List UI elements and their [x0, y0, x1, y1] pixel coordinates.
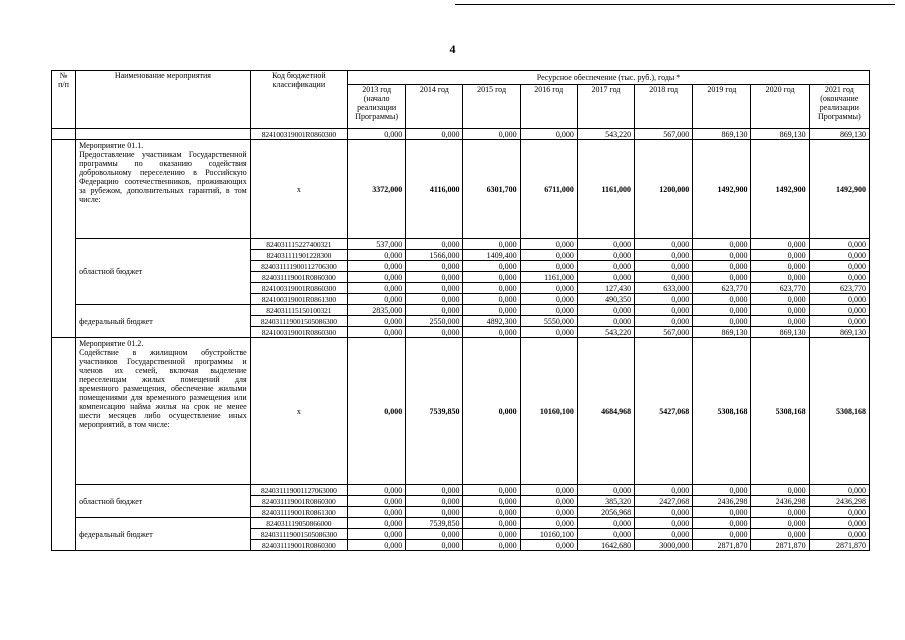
- header-year: 2019 год: [693, 85, 751, 129]
- code-cell: 824031119001R0861300: [250, 507, 347, 518]
- value-cell: 543,220: [577, 327, 634, 338]
- value-cell: 0,000: [577, 529, 634, 540]
- value-cell: 0,000: [348, 338, 406, 485]
- value-cell: 0,000: [520, 327, 577, 338]
- code-cell: 824031119001R0860300: [250, 496, 347, 507]
- value-cell: 869,130: [809, 129, 869, 140]
- budget-label-federal: федеральный бюджет: [76, 305, 251, 338]
- code-cell: 824031119001127063000: [250, 485, 347, 496]
- value-cell: 0,000: [809, 261, 869, 272]
- header-year: 2018 год: [635, 85, 693, 129]
- value-cell: 0,000: [577, 518, 634, 529]
- value-cell: 0,000: [635, 294, 693, 305]
- measure-row: [52, 338, 870, 485]
- value-cell: 0,000: [693, 239, 751, 250]
- measure-text: Содействие в жилищном обустройстве участников Государственной программы и членов их семей, включая выделение переселенцам жилых помещений для временного размещения, обеспечение жилыми помещениями для временного размещения или компенсацию найма жилья на срок не менее шести месяцев либо осуществление иных мероприятий, в том числе:: [79, 348, 247, 429]
- value-cell: 623,770: [809, 283, 869, 294]
- value-cell: 1409,400: [463, 250, 520, 261]
- value-cell: 5308,168: [693, 338, 751, 485]
- code-cell: 824100319001R0861300: [250, 294, 347, 305]
- code-cell: 824100319001R0860300: [250, 283, 347, 294]
- code-cell: х: [250, 338, 347, 485]
- value-cell: 0,000: [348, 540, 406, 551]
- resource-table: [51, 70, 870, 551]
- code-cell: 824100319001R0860300: [250, 327, 347, 338]
- value-cell: 0,000: [463, 496, 520, 507]
- value-cell: 0,000: [406, 496, 463, 507]
- code-cell: 824031119001R0860300: [250, 540, 347, 551]
- header-year: 2016 год: [520, 85, 577, 129]
- value-cell: 0,000: [809, 305, 869, 316]
- value-cell: 0,000: [348, 129, 406, 140]
- value-cell: 5550,000: [520, 316, 577, 327]
- value-cell: 0,000: [809, 518, 869, 529]
- value-cell: 0,000: [751, 239, 809, 250]
- value-cell: 0,000: [348, 529, 406, 540]
- value-cell: 3000,000: [635, 540, 693, 551]
- code-cell: 824031111900112706300: [250, 261, 347, 272]
- value-cell: 0,000: [577, 272, 634, 283]
- table-row: [52, 305, 870, 316]
- value-cell: 0,000: [809, 316, 869, 327]
- value-cell: 0,000: [635, 272, 693, 283]
- value-cell: 0,000: [809, 485, 869, 496]
- value-cell: 3372,000: [348, 140, 406, 239]
- value-cell: 0,000: [348, 507, 406, 518]
- value-cell: 0,000: [463, 518, 520, 529]
- value-cell: 0,000: [693, 507, 751, 518]
- budget-label-federal: федеральный бюджет: [76, 518, 251, 551]
- value-cell: 0,000: [520, 540, 577, 551]
- header-year: 2014 год: [406, 85, 463, 129]
- value-cell: 0,000: [635, 518, 693, 529]
- value-cell: 2871,870: [809, 540, 869, 551]
- code-cell: 824100319001R0860300: [250, 129, 347, 140]
- value-cell: 0,000: [348, 272, 406, 283]
- code-cell: 824031115150100321: [250, 305, 347, 316]
- value-cell: 869,130: [751, 129, 809, 140]
- value-cell: 0,000: [577, 485, 634, 496]
- value-cell: 0,000: [463, 129, 520, 140]
- value-cell: 7539,850: [406, 518, 463, 529]
- value-cell: 2550,000: [406, 316, 463, 327]
- value-cell: 0,000: [520, 518, 577, 529]
- value-cell: 0,000: [406, 239, 463, 250]
- value-cell: 0,000: [406, 129, 463, 140]
- code-cell: 824031119050866000: [250, 518, 347, 529]
- value-cell: 0,000: [348, 496, 406, 507]
- code-cell: 824031119001505086300: [250, 316, 347, 327]
- value-cell: 6711,000: [520, 140, 577, 239]
- cell-empty: [52, 129, 76, 140]
- value-cell: 127,430: [577, 283, 634, 294]
- value-cell: 0,000: [635, 485, 693, 496]
- header-year: 2021 год (окончание реализации Программы): [809, 85, 869, 129]
- value-cell: 0,000: [406, 261, 463, 272]
- value-cell: 0,000: [751, 316, 809, 327]
- measure-text: Предоставление участникам Государственной программы по оказанию содействия добровольному переселению в Российскую Федерацию соотечественников, проживающих за рубежом, дополнительных гарантий, в том числе:: [79, 150, 247, 204]
- value-cell: 0,000: [406, 507, 463, 518]
- header-year: 2013 год (начало реализации Программы): [348, 85, 406, 129]
- value-cell: 0,000: [463, 283, 520, 294]
- value-cell: 623,770: [693, 283, 751, 294]
- header-year: 2020 год: [751, 85, 809, 129]
- value-cell: 0,000: [751, 294, 809, 305]
- value-cell: 0,000: [635, 250, 693, 261]
- measure-title: Мероприятие 01.2.: [79, 339, 144, 348]
- value-cell: 0,000: [520, 305, 577, 316]
- value-cell: 0,000: [693, 518, 751, 529]
- value-cell: 0,000: [463, 239, 520, 250]
- value-cell: 1566,000: [406, 250, 463, 261]
- value-cell: 0,000: [463, 529, 520, 540]
- header-row: [52, 71, 870, 85]
- value-cell: 0,000: [348, 250, 406, 261]
- value-cell: 0,000: [348, 316, 406, 327]
- value-cell: 0,000: [348, 518, 406, 529]
- value-cell: 2436,298: [809, 496, 869, 507]
- value-cell: 1492,900: [809, 140, 869, 239]
- value-cell: 0,000: [751, 272, 809, 283]
- num-cell: [52, 140, 76, 338]
- value-cell: 0,000: [751, 485, 809, 496]
- value-cell: 0,000: [635, 239, 693, 250]
- value-cell: 0,000: [520, 250, 577, 261]
- value-cell: 0,000: [751, 507, 809, 518]
- value-cell: 869,130: [693, 327, 751, 338]
- value-cell: 1161,000: [520, 272, 577, 283]
- value-cell: 0,000: [809, 294, 869, 305]
- value-cell: 0,000: [635, 261, 693, 272]
- value-cell: 0,000: [693, 272, 751, 283]
- value-cell: 623,770: [751, 283, 809, 294]
- value-cell: 10160,100: [520, 529, 577, 540]
- value-cell: 0,000: [693, 305, 751, 316]
- value-cell: 0,000: [635, 305, 693, 316]
- value-cell: 0,000: [463, 272, 520, 283]
- value-cell: 490,350: [577, 294, 634, 305]
- value-cell: 10160,100: [520, 338, 577, 485]
- value-cell: 0,000: [463, 485, 520, 496]
- value-cell: 5427,068: [635, 338, 693, 485]
- value-cell: 0,000: [751, 261, 809, 272]
- cell-empty: [76, 129, 251, 140]
- table-row: [52, 239, 870, 250]
- value-cell: 0,000: [577, 239, 634, 250]
- value-cell: 0,000: [635, 529, 693, 540]
- num-cell: [52, 338, 76, 551]
- value-cell: 567,000: [635, 327, 693, 338]
- value-cell: 2835,000: [348, 305, 406, 316]
- value-cell: 0,000: [809, 272, 869, 283]
- value-cell: 0,000: [635, 316, 693, 327]
- value-cell: 0,000: [348, 294, 406, 305]
- value-cell: 0,000: [693, 529, 751, 540]
- value-cell: 2436,298: [751, 496, 809, 507]
- value-cell: 0,000: [463, 261, 520, 272]
- value-cell: 0,000: [577, 250, 634, 261]
- value-cell: 0,000: [751, 529, 809, 540]
- value-cell: 0,000: [348, 485, 406, 496]
- value-cell: 0,000: [809, 239, 869, 250]
- value-cell: 543,220: [577, 129, 634, 140]
- table-row: [52, 518, 870, 529]
- budget-label-regional: областной бюджет: [76, 239, 251, 305]
- value-cell: 0,000: [693, 261, 751, 272]
- value-cell: 0,000: [348, 283, 406, 294]
- measure-description: [76, 140, 251, 239]
- header-year: 2015 год: [463, 85, 520, 129]
- value-cell: 0,000: [751, 305, 809, 316]
- value-cell: 0,000: [635, 507, 693, 518]
- value-cell: 0,000: [520, 496, 577, 507]
- value-cell: 869,130: [751, 327, 809, 338]
- value-cell: 0,000: [463, 305, 520, 316]
- value-cell: 567,000: [635, 129, 693, 140]
- header-code: Код бюджетной классификации: [250, 71, 347, 129]
- value-cell: 4684,968: [577, 338, 634, 485]
- value-cell: 1161,000: [577, 140, 634, 239]
- code-cell: 824031111901228300: [250, 250, 347, 261]
- value-cell: 6301,700: [463, 140, 520, 239]
- value-cell: 0,000: [577, 316, 634, 327]
- value-cell: 0,000: [406, 540, 463, 551]
- header-year: 2017 год: [577, 85, 634, 129]
- value-cell: 5308,168: [751, 338, 809, 485]
- value-cell: 1642,680: [577, 540, 634, 551]
- value-cell: 0,000: [406, 294, 463, 305]
- value-cell: 0,000: [406, 283, 463, 294]
- value-cell: 0,000: [809, 250, 869, 261]
- value-cell: 633,000: [635, 283, 693, 294]
- value-cell: 1492,900: [693, 140, 751, 239]
- value-cell: 385,320: [577, 496, 634, 507]
- table-row: [52, 129, 870, 140]
- value-cell: 2871,870: [693, 540, 751, 551]
- value-cell: 0,000: [406, 305, 463, 316]
- value-cell: 0,000: [751, 518, 809, 529]
- value-cell: 0,000: [348, 261, 406, 272]
- value-cell: 0,000: [406, 485, 463, 496]
- value-cell: 0,000: [463, 507, 520, 518]
- measure-description: [76, 338, 251, 485]
- value-cell: 1492,900: [751, 140, 809, 239]
- value-cell: 2056,968: [577, 507, 634, 518]
- value-cell: 0,000: [520, 239, 577, 250]
- value-cell: 0,000: [463, 338, 520, 485]
- value-cell: 0,000: [520, 129, 577, 140]
- value-cell: 0,000: [751, 250, 809, 261]
- value-cell: 0,000: [520, 507, 577, 518]
- value-cell: 0,000: [520, 294, 577, 305]
- value-cell: 869,130: [809, 327, 869, 338]
- value-cell: 0,000: [406, 327, 463, 338]
- value-cell: 0,000: [520, 485, 577, 496]
- value-cell: 0,000: [577, 305, 634, 316]
- value-cell: 2436,298: [693, 496, 751, 507]
- top-rule: [455, 4, 895, 5]
- value-cell: 0,000: [693, 250, 751, 261]
- measure-title: Мероприятие 01.1.: [79, 141, 144, 150]
- value-cell: 0,000: [809, 507, 869, 518]
- header-resources: Ресурсное обеспечение (тыс. руб.), годы *: [348, 71, 870, 85]
- value-cell: 0,000: [463, 540, 520, 551]
- header-num: № п/п: [52, 71, 76, 129]
- value-cell: 0,000: [406, 272, 463, 283]
- value-cell: 5308,168: [809, 338, 869, 485]
- value-cell: 869,130: [693, 129, 751, 140]
- value-cell: 2427,068: [635, 496, 693, 507]
- value-cell: 4892,300: [463, 316, 520, 327]
- value-cell: 0,000: [348, 327, 406, 338]
- code-cell: х: [250, 140, 347, 239]
- value-cell: 0,000: [406, 529, 463, 540]
- code-cell: 824031115227400321: [250, 239, 347, 250]
- code-cell: 824031119001R0860300: [250, 272, 347, 283]
- value-cell: 1200,000: [635, 140, 693, 239]
- value-cell: 2871,870: [751, 540, 809, 551]
- value-cell: 0,000: [463, 294, 520, 305]
- value-cell: 0,000: [693, 294, 751, 305]
- header-name: Наименование мероприятия: [76, 71, 251, 129]
- page-number: 4: [449, 42, 456, 56]
- code-cell: 824031119001505086300: [250, 529, 347, 540]
- value-cell: 0,000: [693, 485, 751, 496]
- measure-row: [52, 140, 870, 239]
- value-cell: 0,000: [463, 327, 520, 338]
- value-cell: 0,000: [577, 261, 634, 272]
- value-cell: 0,000: [520, 261, 577, 272]
- value-cell: 4116,000: [406, 140, 463, 239]
- value-cell: 537,000: [348, 239, 406, 250]
- table-row: [52, 485, 870, 496]
- value-cell: 0,000: [520, 283, 577, 294]
- value-cell: 0,000: [809, 529, 869, 540]
- budget-label-regional: областной бюджет: [76, 485, 251, 518]
- value-cell: 0,000: [693, 316, 751, 327]
- value-cell: 7539,850: [406, 338, 463, 485]
